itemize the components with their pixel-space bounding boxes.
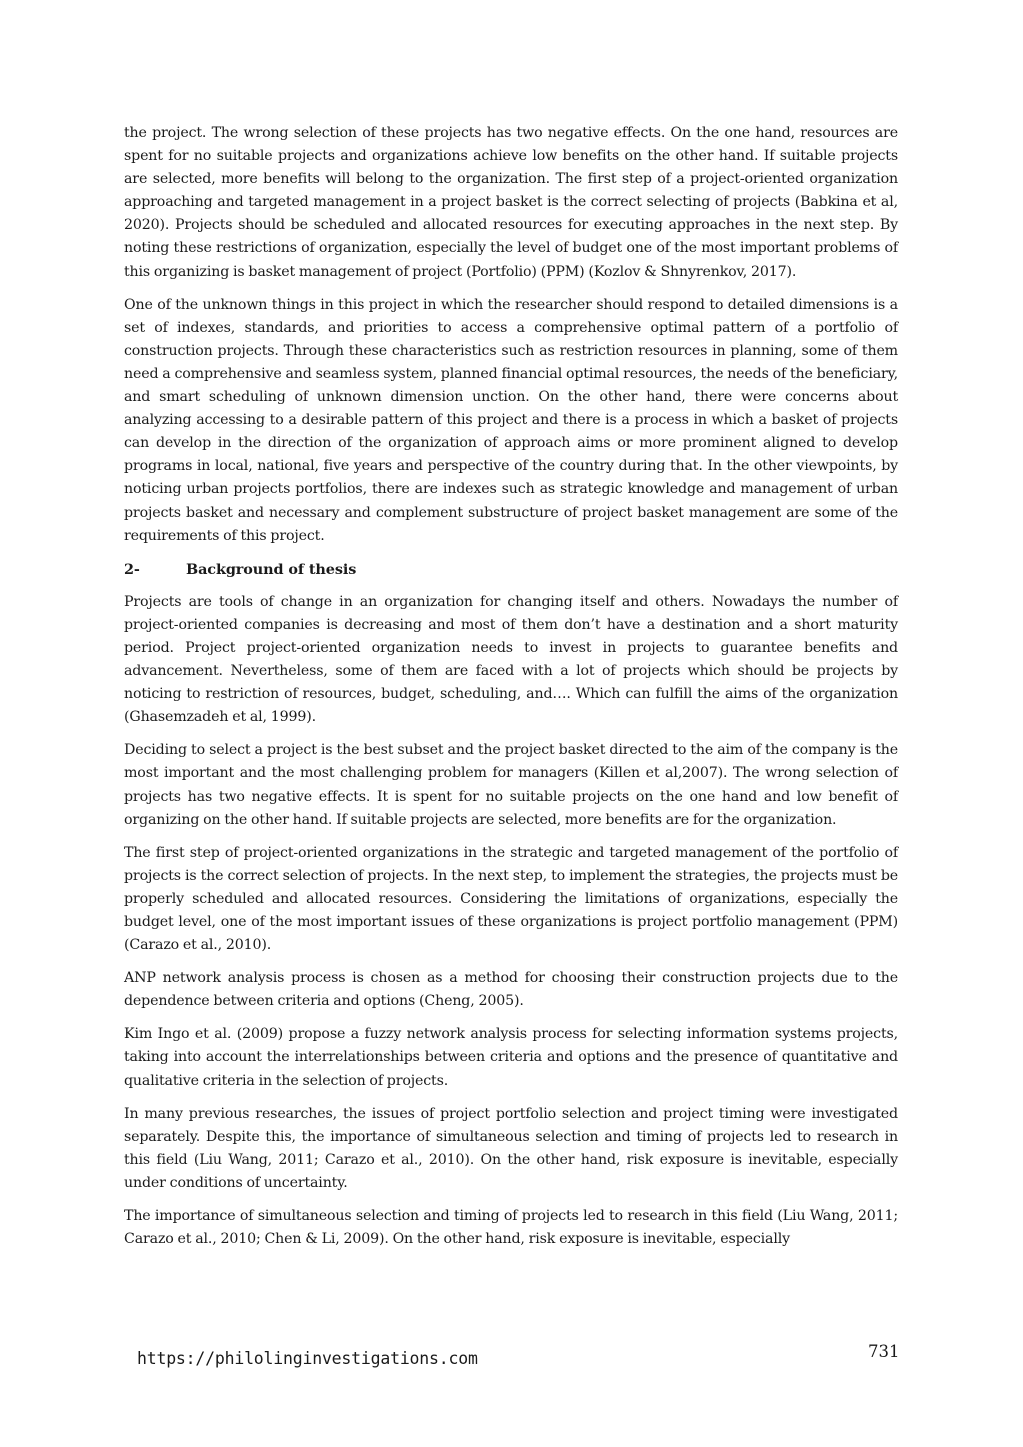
body-paragraph: Kim Ingo et al. (2009) propose a fuzzy network analysis process for selecting information systems projects, taking into account the interrelationships between criteria and options and the presence of quantitative and qualitative criteria in the selection of projects. [124, 1026, 898, 1089]
section-heading [124, 558, 898, 581]
body-paragraph: ANP network analysis process is chosen as a method for choosing their construction projects due to the dependence between criteria and options (Cheng, 2005). [124, 970, 898, 1010]
page-number: 731 [868, 1342, 900, 1361]
body-paragraph: One of the unknown things in this project in which the researcher should respond to detailed dimensions is a set of indexes, standards, and priorities to access a comprehensive optimal pattern of a portfolio of construction projects. Through these characteristics such as restriction resources in planning, some of them need a comprehensive and seamless system, planned financial optimal resources, the needs of the beneficiary, and smart scheduling of unknown dimension unction. On the other hand, there were concerns about analyzing accessing to a desirable pattern of this project and there is a process in which a basket of projects can develop in the direction of the organization of approach aims or more prominent aligned to develop programs in local, national, five years and perspective of the country during that. In the other viewpoints, by noticing urban projects portfolios, there are indexes such as strategic knowledge and management of urban projects basket and necessary and complement substructure of project basket management are some of the requirements of this project. [124, 296, 898, 544]
section-title: Background of thesis [186, 560, 357, 578]
body-paragraph: The importance of simultaneous selection and timing of projects led to research in this field (Liu Wang, 2011; Carazo et al., 2010; Chen & Li, 2009). On the other hand, risk exposure is inevitable, especially [124, 1208, 898, 1248]
footer-url[interactable]: https://philolinginvestigations.com [137, 1349, 478, 1368]
body-paragraph: the project. The wrong selection of these projects has two negative effects. On the one hand, resources are spent for no suitable projects and organizations achieve low benefits on the other hand. If suitable projects are selected, more benefits will belong to the organization. The first step of a project-oriented organization approaching and targeted management in a project basket is the correct selecting of projects (Babkina et al, 2020). Projects should be scheduled and allocated resources for executing approaches in the next step. By noting these restrictions of organization, especially the level of budget one of the most important problems of this organizing is basket management of project (Portfolio) (PPM) (Kozlov & Shnyrenkov, 2017). [124, 125, 898, 280]
page-body [124, 122, 898, 1261]
body-paragraph: In many previous researches, the issues of project portfolio selection and project timing were investigated separately. Despite this, the importance of simultaneous selection and timing of projects led to research in this field (Liu Wang, 2011; Carazo et al., 2010). On the other hand, risk exposure is inevitable, especially under conditions of uncertainty. [124, 1105, 898, 1191]
body-paragraph: The first step of project-oriented organizations in the strategic and targeted management of the portfolio of projects is the correct selection of projects. In the next step, to implement the strategies, the projects must be properly scheduled and allocated resources. Considering the limitations of organizations, especially the budget level, one of the most important issues of these organizations is project portfolio management (PPM) (Carazo et al., 2010). [124, 844, 898, 954]
body-paragraph: Deciding to select a project is the best subset and the project basket directed to the aim of the company is the most important and the most challenging problem for managers (Killen et al,2007). The wrong selection of projects has two negative effects. It is spent for no suitable projects on the one hand and low benefit of organizing on the other hand. If suitable projects are selected, more benefits are for the organization. [124, 742, 898, 828]
body-paragraph: Projects are tools of change in an organization for changing itself and others. Nowadays the number of project-oriented companies is decreasing and most of them don’t have a destination and a short maturity period. Project project-oriented organization needs to invest in projects to guarantee benefits and advancement. Nevertheless, some of them are faced with a lot of projects which should be projects by noticing to restriction of resources, budget, scheduling, and…. Which can fulfill the aims of the organization (Ghasemzadeh et al, 1999). [124, 593, 898, 726]
section-number: 2- [124, 560, 140, 578]
